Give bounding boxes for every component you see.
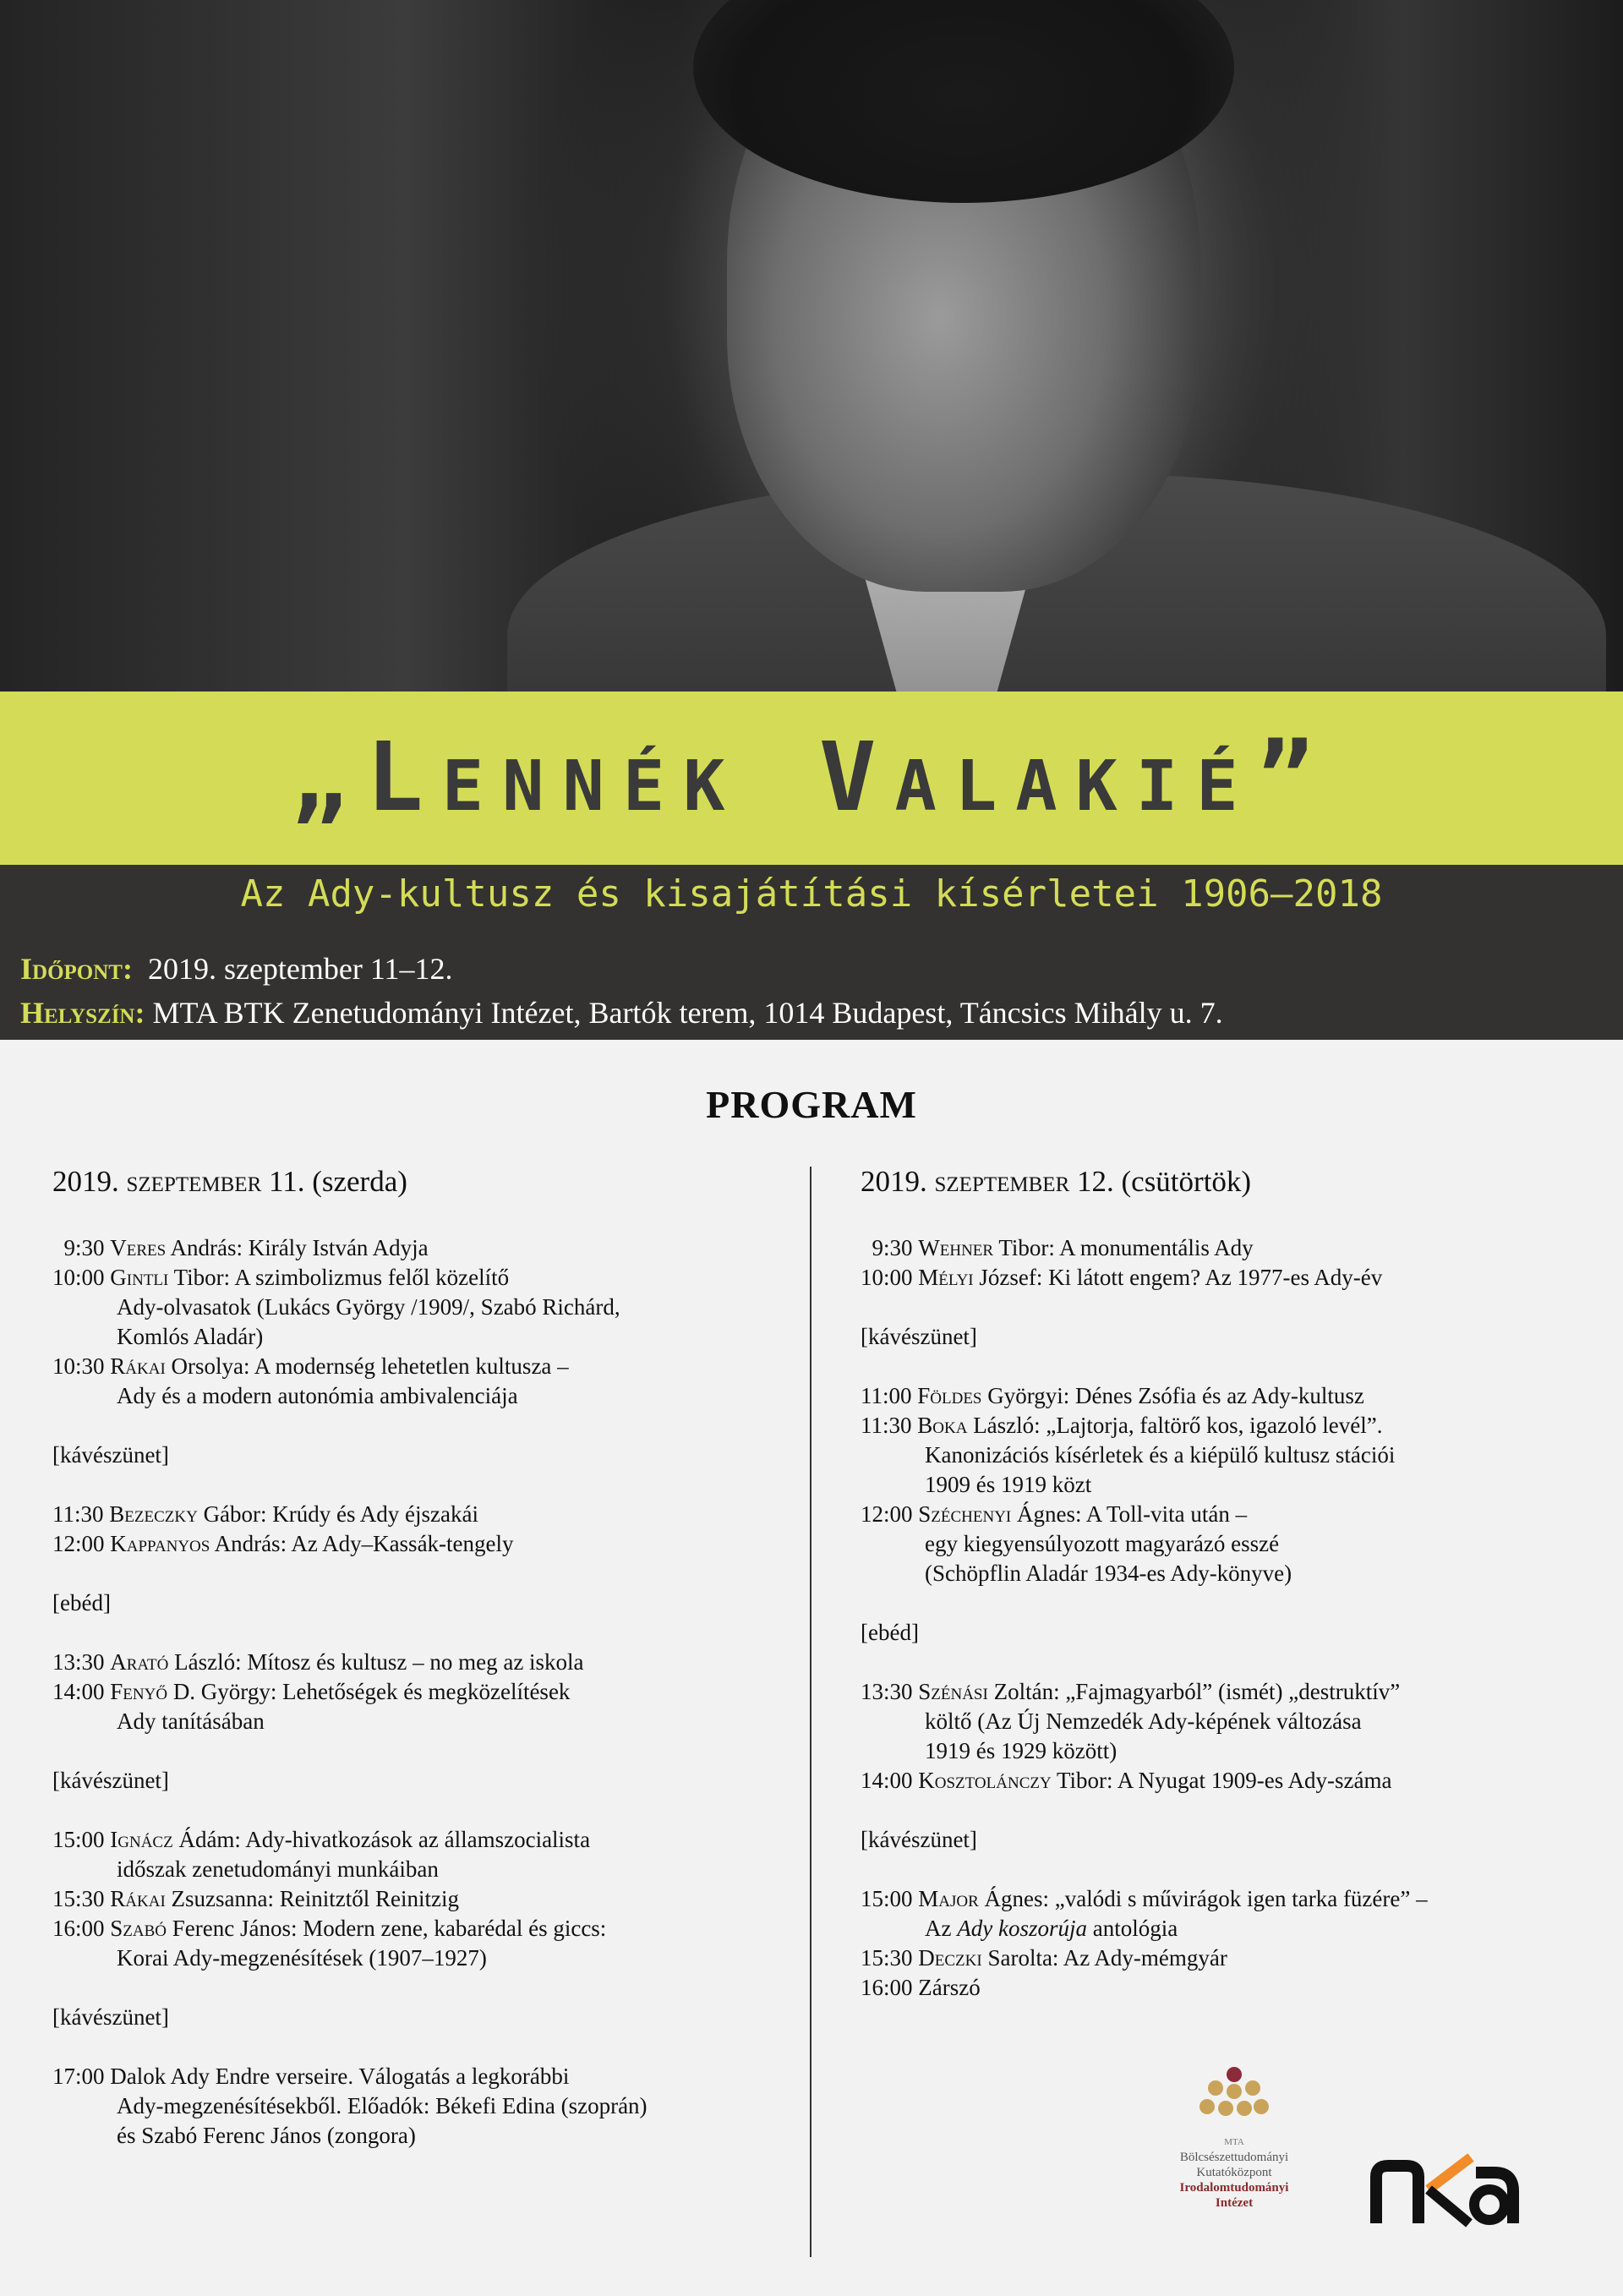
event-title: „LENNÉK VALAKIÉ” bbox=[290, 723, 1333, 833]
event-time: Időpont: 2019. szeptember 11–12. bbox=[20, 952, 453, 986]
list-item: 15:00 Ignácz Ádám: Ady-hivatkozások az államszocialista időszak zenetudományi munkáiban bbox=[52, 1827, 591, 1882]
list-item: 13:30 Szénási Zoltán: „Fajmagyarból” (ismét) „destruktív” költő (Az Új Nemzedék Ady-képének változása 1919 és 1929 között) bbox=[861, 1679, 1401, 1763]
coffee-break: [kávészünet] bbox=[52, 2004, 169, 2030]
list-item: 15:00 Major Ágnes: „valódi s művirágok igen tarka füzére” – Az Ady koszorúja antológia bbox=[861, 1886, 1428, 1941]
event-subtitle: Az Ady-kultusz és kisajátítási kísérletei 1906–2018 bbox=[240, 872, 1383, 916]
list-item: 11:30 Boka László: „Lajtorja, faltörő kos, igazoló levél”. Kanonizációs kísérletek és a kiépülő kultusz stációi 1909 és 1919 közt bbox=[861, 1413, 1396, 1497]
nka-logo bbox=[1369, 2147, 1522, 2232]
list-item: 15:30 Rákai Zsuzsanna: Reinitztől Reinitzig bbox=[52, 1886, 459, 1911]
list-item: 13:30 Arató László: Mítosz és kultusz – no meg az iskola bbox=[52, 1649, 584, 1675]
event-place: Helyszín: MTA BTK Zenetudományi Intézet, Bartók terem, 1014 Budapest, Táncsics Mihály u. 7. bbox=[20, 996, 1223, 1030]
list-item: 10:30 Rákai Orsolya: A modernség lehetetlen kultusza – Ady és a modern autonómia ambivalenciája bbox=[52, 1353, 569, 1408]
coffee-break: [kávészünet] bbox=[861, 1324, 977, 1349]
coffee-break: [kávészünet] bbox=[861, 1827, 977, 1852]
column-divider bbox=[810, 1167, 812, 2257]
list-item: 14:00 Kosztolánczy Tibor: A Nyugat 1909-es Ady-száma bbox=[861, 1768, 1392, 1793]
list-item: 12:00 Széchenyi Ágnes: A Toll-vita után – egy kiegyensúlyozott magyarázó esszé (Schöpflin Aladár 1934-es Ady-könyve) bbox=[861, 1501, 1292, 1586]
list-item: 11:00 Földes Györgyi: Dénes Zsófia és az Ady-kultusz bbox=[861, 1383, 1364, 1408]
list-item: 11:30 Bezeczky Gábor: Krúdy és Ady éjszakái bbox=[52, 1501, 478, 1527]
coffee-break: [kávészünet] bbox=[52, 1768, 169, 1793]
list-item: 16:00 Zárszó bbox=[861, 1975, 981, 2000]
lunch-break: [ebéd] bbox=[861, 1620, 919, 1645]
portrait-photo bbox=[0, 0, 1623, 692]
list-item: 15:30 Deczki Sarolta: Az Ady-mémgyár bbox=[861, 1945, 1227, 1971]
list-item: 10:00 Gintli Tibor: A szimbolizmus felől közelítő Ady-olvasatok (Lukács György /1909/, Szabó Richárd, Komlós Aladár) bbox=[52, 1265, 620, 1349]
day1-date: 2019. szeptember 11. (szerda) bbox=[52, 1165, 407, 1198]
day1-column bbox=[52, 1167, 796, 2151]
mta-btk-logo: MTA Bölcsészettudományi Kutatóközpont Irodalomtudományi Intézet bbox=[1150, 2063, 1319, 2211]
day2-column bbox=[861, 1167, 1604, 2003]
list-item: 9:30 Wehner Tibor: A monumentális Ady bbox=[872, 1235, 1254, 1260]
coffee-break: [kávészünet] bbox=[52, 1442, 169, 1468]
list-item: 17:00 Dalok Ady Endre verseire. Válogatás a legkorábbi Ady-megzenésítésekből. Előadók: Békefi Edina (szoprán) és Szabó Ferenc János (zongora) bbox=[52, 2064, 648, 2148]
list-item: 12:00 Kappanyos András: Az Ady–Kassák-tengely bbox=[52, 1531, 514, 1556]
list-item: 16:00 Szabó Ferenc János: Modern zene, kabarédal és giccs: Korai Ady-megzenésítések (1907–1927) bbox=[52, 1916, 607, 1971]
list-item: 10:00 Mélyi József: Ki látott engem? Az 1977-es Ady-év bbox=[861, 1265, 1383, 1290]
grape-icon bbox=[1192, 2063, 1276, 2130]
day2-date: 2019. szeptember 12. (csütörtök) bbox=[861, 1165, 1252, 1198]
list-item: 9:30 Veres András: Király István Adyja bbox=[63, 1235, 429, 1260]
program-heading: PROGRAM bbox=[706, 1083, 917, 1126]
lunch-break: [ebéd] bbox=[52, 1590, 111, 1615]
list-item: 14:00 Fenyő D. György: Lehetőségek és megközelítések Ady tanításában bbox=[52, 1679, 571, 1734]
